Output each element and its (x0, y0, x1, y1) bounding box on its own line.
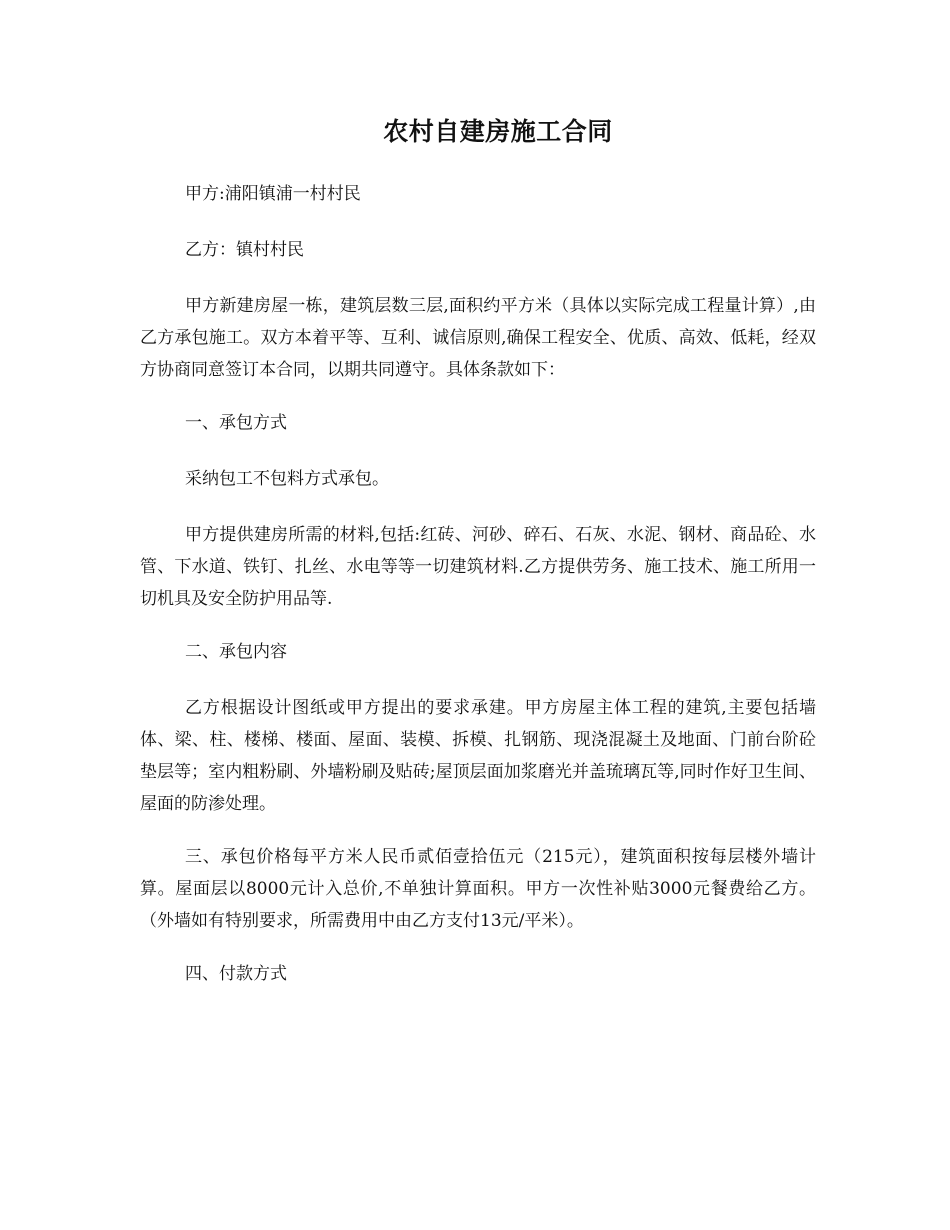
section-2-text: 乙方根据设计图纸或甲方提出的要求承建。甲方房屋主体工程的建筑,主要包括墙体、梁、柱、楼梯、楼面、屋面、装模、拆模、扎钢筋、现浇混凝土及地面、门前台阶砼垫层等；室内粗粉刷、外墙粉刷及贴砖;屋顶层面加浆磨光并盖琉璃瓦等,同时作好卫生间、屋面的防渗处理。 (140, 698, 816, 814)
materials-paragraph: 甲方提供建房所需的材料,包括:红砖、河砂、碎石、石灰、水泥、钢材、商品砼、水管、下水道、铁钉、扎丝、水电等等一切建筑材料.乙方提供劳务、施工技术、施工所用一切机具及安全防护用品等. (140, 525, 816, 609)
party-b-line: 乙方：镇村村民 (185, 240, 304, 260)
section-1-text: 采纳包工不包料方式承包。 (185, 469, 389, 489)
section-heading-4: 四、付款方式 (185, 964, 287, 984)
section-heading-1: 一、承包方式 (185, 413, 287, 433)
document-body (140, 178, 816, 1014)
document-title: 农村自建房施工合同 (383, 117, 613, 146)
party-a-line: 甲方:浦阳镇浦一村村民 (185, 184, 361, 204)
section-3-text: 三、承包价格每平方米人民币贰佰壹拾伍元（215元），建筑面积按每层楼外墙计算。屋面层以8000元计入总价,不单独计算面积。甲方一次性补贴3000元餐费给乙方。（外墙如有特别要求，所需费用中由乙方支付13元/平米）。 (140, 847, 816, 931)
intro-paragraph: 甲方新建房屋一栋，建筑层数三层,面积约平方米（具体以实际完成工程量计算）,由乙方承包施工。双方本着平等、互利、诚信原则,确保工程安全、优质、高效、低耗，经双方协商同意签订本合同，以期共同遵守。具体条款如下： (140, 296, 816, 380)
section-heading-2: 二、承包内容 (185, 642, 287, 662)
